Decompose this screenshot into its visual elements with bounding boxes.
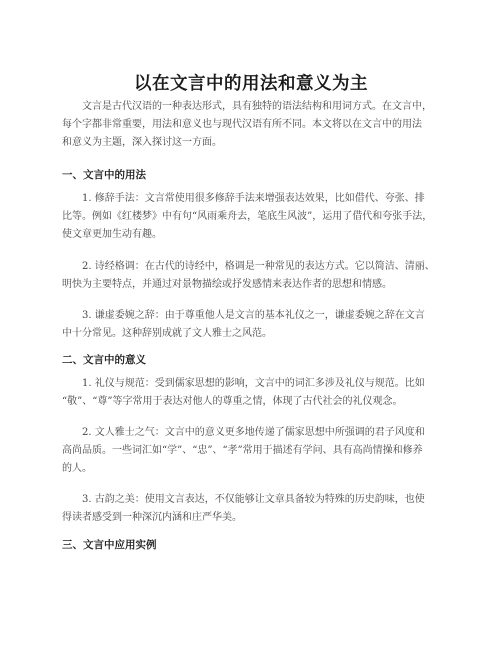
paragraph-line: 使文章更加生动有趣。 <box>62 229 162 240</box>
intro-line: 每个字都非常重要，用法和意义也与现代汉语有所不同。本文将以在文言中的用法 <box>62 119 422 130</box>
paragraph-line: 得读者感受到一种深沉内涵和庄严华美。 <box>62 512 242 523</box>
section-paragraph <box>62 307 446 343</box>
paragraph-line: 明快为主要特点，并通过对景物描绘或抒发感情来表达作者的思想和情感。 <box>62 279 392 290</box>
paragraph-line: 的人。 <box>62 463 92 474</box>
intro-paragraph <box>62 98 446 152</box>
paragraph-line: 3. 谦虚委婉之辞：由于尊重他人是文言的基本礼仪之一，谦虚委婉之辞在文言 <box>82 310 425 321</box>
section-heading: 三、文言中应用实例 <box>62 539 157 551</box>
section-heading: 二、文言中的意义 <box>62 354 146 366</box>
document-title: 以在文言中的用法和意义为主 <box>134 73 368 94</box>
section-paragraph <box>62 190 446 244</box>
paragraph-line: 2. 文人雅士之气：文言中的意义更多地传递了儒家思想中所强调的君子风度和 <box>82 427 425 438</box>
paragraph-line: 1. 修辞手法：文言常使用很多修辞手法来增强表达效果，比如借代、夸张、排 <box>82 193 425 204</box>
section-paragraph <box>62 424 446 478</box>
paragraph-line: 1. 礼仪与规范：受到儒家思想的影响，文言中的词汇多涉及礼仪与规范。比如 <box>82 378 425 389</box>
paragraph-line: 2. 诗经格调：在古代的诗经中，格调是一种常见的表达方式。它以简洁、清丽、 <box>82 261 435 272</box>
section-paragraph <box>62 258 446 294</box>
paragraph-line: 比等。例如《红楼梦》中有句“风雨乘舟去，笔底生风波”，运用了借代和夸张手法， <box>62 211 433 222</box>
paragraph-line: 高尚品质。一些词汇如“学”、“忠”、“孝”常用于描述有学问、具有高尚情操和修养 <box>62 445 423 456</box>
section-heading: 一、文言中的用法 <box>62 169 146 181</box>
intro-line: 和意义为主题，深入探讨这一方面。 <box>62 137 222 148</box>
paragraph-line: 3. 古韵之美：使用文言表达，不仅能够让文章具备较为特殊的历史韵味，也使 <box>82 494 425 505</box>
section-paragraph <box>62 491 446 527</box>
paragraph-line: 中十分常见。这种辞别成就了文人雅士之风范。 <box>62 328 272 339</box>
intro-line: 文言是古代汉语的一种表达形式，具有独特的语法结构和用词方式。在文言中， <box>82 101 432 112</box>
section-paragraph <box>62 375 446 411</box>
paragraph-line: “敬”、“尊”等字常用于表达对他人的尊重之情，体现了古代社会的礼仪观念。 <box>62 396 403 407</box>
